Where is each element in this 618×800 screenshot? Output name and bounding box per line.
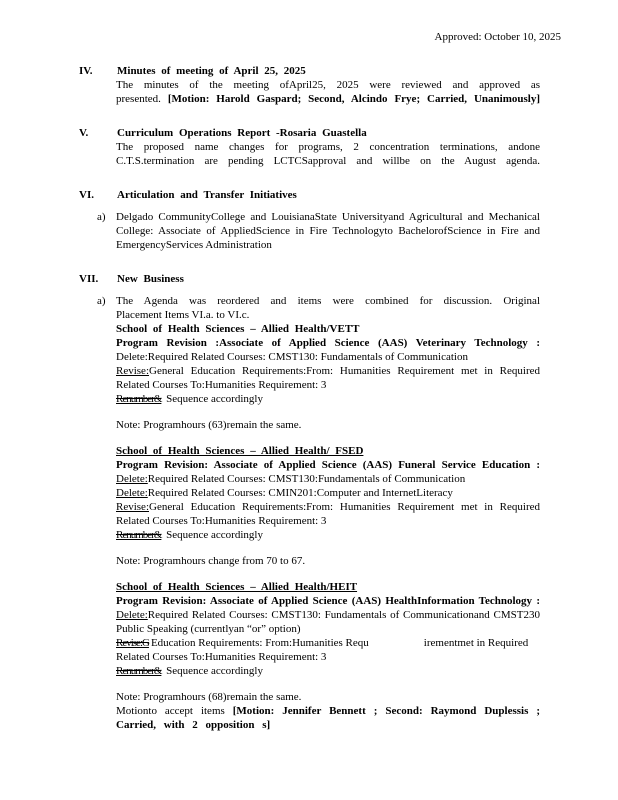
- text-gap: [369, 645, 424, 646]
- text-segment: [Motion: Jennifer Bennett ; Second: Raymond Duplessis ;: [232, 705, 540, 717]
- section-title: Curriculum Operations Report -Rosaria Guastella: [117, 127, 367, 139]
- text-line: [116, 308, 540, 322]
- text-segment: Education Requirements: From:Humanities Requ: [150, 637, 369, 649]
- text-line: [116, 336, 540, 350]
- text-segment: Required Related Courses: CMST130: Fundamentals of Communicationand CMST230: [147, 609, 540, 621]
- text-line: [116, 514, 540, 528]
- text-segment: Note: Programhours change from 70 to 67.: [116, 555, 306, 567]
- paragraph-block: [116, 554, 540, 568]
- text-segment: Revise:G: [116, 637, 149, 649]
- approval-date: Approved: October 10, 2025: [434, 31, 561, 43]
- text-line: [116, 704, 540, 718]
- text-segment: presented.: [116, 93, 168, 105]
- text-line: [116, 378, 540, 392]
- text-line: [116, 210, 540, 224]
- paragraph-block: [116, 140, 540, 168]
- text-segment: Revise:: [116, 365, 149, 377]
- text-segment: School of Health Sciences – Allied Health/HEIT: [116, 581, 358, 593]
- text-line: [116, 418, 540, 432]
- paragraph-block: [116, 322, 540, 406]
- text-line: [116, 92, 540, 106]
- list-item-body: [116, 294, 540, 322]
- text-line: [116, 238, 540, 252]
- text-line: [116, 140, 540, 154]
- text-line: [116, 594, 540, 608]
- section-heading: [79, 126, 540, 140]
- text-segment: Delete:: [116, 487, 148, 499]
- section-numeral: VII.: [79, 273, 99, 285]
- paragraph-block: [116, 690, 540, 732]
- section-title: Articulation and Transfer Initiatives: [117, 189, 297, 201]
- blank-line: [79, 568, 540, 580]
- paragraph-block: [116, 78, 540, 106]
- text-segment: Sequence accordingly: [163, 529, 263, 541]
- text-segment: Program Revision: Associate of Applied Science (AAS) HealthInformation Technology :: [116, 595, 540, 607]
- text-segment: Carried, with 2 opposition s]: [116, 719, 271, 731]
- text-segment: Renumber&: [116, 529, 162, 541]
- text-line: [116, 608, 540, 622]
- text-segment: C.T.S.termination are pending LCTCSapproval and willbe on the August agenda.: [116, 155, 540, 167]
- text-line: [116, 364, 540, 378]
- text-line: [116, 690, 540, 704]
- text-line: [116, 392, 540, 406]
- section-heading: [79, 272, 540, 286]
- text-segment: Related Courses To:Humanities Requirement: 3: [116, 515, 327, 527]
- text-line: [116, 458, 540, 472]
- text-segment: Program Revision :Associate of Applied Science (AAS) Veterinary Technology :: [116, 337, 540, 349]
- section-heading: [79, 64, 540, 78]
- text-segment: Motionto accept items: [116, 705, 233, 717]
- text-line: [116, 154, 540, 168]
- paragraph-block: [116, 580, 540, 678]
- blank-line: [79, 432, 540, 444]
- section-numeral: IV.: [79, 65, 93, 77]
- list-item-marker: a): [97, 295, 106, 307]
- text-segment: Delete:: [116, 473, 148, 485]
- text-segment: Program Revision: Associate of Applied Science (AAS) Funeral Service Education :: [116, 459, 540, 471]
- paragraph-block: [116, 418, 540, 432]
- text-segment: The minutes of the meeting ofApril25, 2025 were reviewed and approved as: [116, 79, 540, 91]
- text-segment: Delgado CommunityCollege and LouisianaState Universityand Agricultural and Mechanical: [116, 211, 540, 223]
- text-segment: Sequence accordingly: [163, 665, 263, 677]
- text-segment: Renumber&: [116, 393, 162, 405]
- text-segment: General Education Requirements:From: Humanities Requirement met in Required: [149, 365, 540, 377]
- text-segment: Placement Items VI.a. to VI.c.: [116, 309, 250, 321]
- text-line: [116, 664, 540, 678]
- text-line: [116, 350, 540, 364]
- list-item: [79, 294, 540, 322]
- list-item: [79, 210, 540, 252]
- text-line: [116, 622, 540, 636]
- text-segment: School of Health Sciences – Allied Health/ FSED: [116, 445, 364, 457]
- text-segment: Revise:: [116, 501, 149, 513]
- text-line: [116, 224, 540, 238]
- text-segment: Delete:: [116, 609, 148, 621]
- text-segment: Renumber&: [116, 665, 162, 677]
- section-numeral: V.: [79, 127, 89, 139]
- text-segment: Note: Programhours (63)remain the same.: [116, 419, 302, 431]
- text-line: [116, 78, 540, 92]
- section-title: Minutes of meeting of April 25, 2025: [117, 65, 306, 77]
- text-segment: EmergencyServices Administration: [116, 239, 272, 251]
- text-segment: Required Related Courses: CMST130:Fundamentals of Communication: [147, 473, 466, 485]
- document-content: [0, 64, 618, 732]
- text-line: [116, 580, 540, 594]
- section-numeral: VI.: [79, 189, 94, 201]
- text-segment: Delete:Required Related Courses: CMST130: Fundamentals of Communication: [116, 351, 468, 363]
- list-item-marker: a): [97, 211, 106, 223]
- text-line: [116, 528, 540, 542]
- text-segment: irementmet in Required: [423, 637, 529, 649]
- text-line: [116, 718, 540, 732]
- blank-line: [79, 406, 540, 418]
- blank-line: [79, 542, 540, 554]
- text-line: [116, 554, 540, 568]
- text-segment: General Education Requirements:From: Humanities Requirement met in Required: [149, 501, 540, 513]
- text-segment: Public Speaking (currentlyan “or” option): [116, 623, 301, 635]
- section-heading: [79, 188, 540, 202]
- text-segment: Sequence accordingly: [163, 393, 263, 405]
- blank-line: [79, 678, 540, 690]
- text-segment: The proposed name changes for programs, 2 concentration terminations, andone: [116, 141, 540, 153]
- text-segment: [Motion: Harold Gaspard; Second, Alcindo Frye; Carried, Unanimously]: [167, 93, 540, 105]
- text-segment: College: Associate of AppliedScience in Fire Technologyto BachelorofScience in Fire and: [116, 225, 540, 237]
- text-segment: The Agenda was reordered and items were combined for discussion. Original: [116, 295, 540, 307]
- text-segment: School of Health Sciences – Allied Health/VETT: [116, 323, 360, 335]
- text-line: [116, 322, 540, 336]
- text-line: [116, 636, 540, 650]
- section-title: New Business: [117, 273, 184, 285]
- text-segment: Related Courses To:Humanities Requirement: 3: [116, 651, 327, 663]
- text-line: [116, 500, 540, 514]
- text-line: [116, 472, 540, 486]
- list-item-body: [116, 210, 540, 252]
- text-line: [116, 650, 540, 664]
- text-line: [116, 444, 540, 458]
- paragraph-block: [116, 444, 540, 542]
- text-segment: Note: Programhours (68)remain the same.: [116, 691, 302, 703]
- text-segment: Related Courses To:Humanities Requirement: 3: [116, 379, 327, 391]
- text-segment: Required Related Courses: CMIN201:Computer and InternetLiteracy: [147, 487, 453, 499]
- text-line: [116, 486, 540, 500]
- text-line: [116, 294, 540, 308]
